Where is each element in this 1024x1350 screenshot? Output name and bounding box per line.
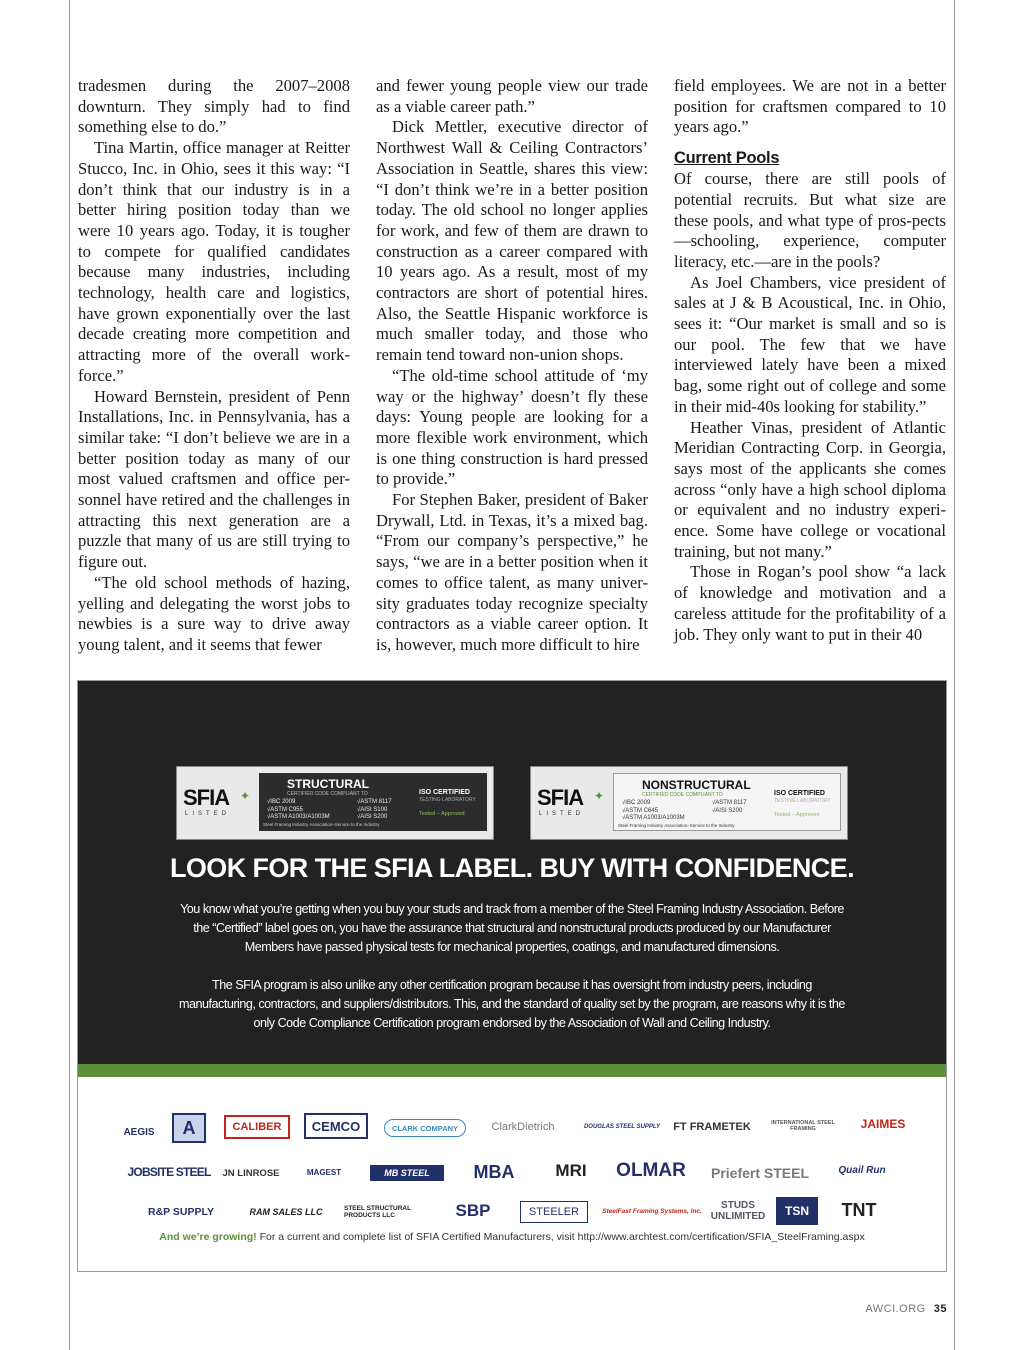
logo-a: A (172, 1113, 206, 1143)
standard-item: √AISI S200 (712, 807, 743, 814)
logo-international-steel-framing: INTERNATIONAL STEEL FRAMING (771, 1120, 835, 1132)
logo-magest: MAGEST (306, 1167, 342, 1177)
listed-text: LISTED (539, 811, 585, 817)
logo-tnt: TNT (841, 1199, 877, 1220)
label-inner-panel (259, 773, 487, 831)
paragraph: Of course, there are still pools of potential recruits. But what size are these pools, and what type of pros-pects—schooling, experience, computer literacy, etc.—are in the pools? (674, 169, 946, 271)
paragraph: Those in Rogan’s pool show “a lack of knowledge and motivation and a careless attitude for the profitability of a job. They only want to put in their 40 (674, 562, 946, 644)
diamond-icon: ✦ (240, 789, 251, 803)
ad-paragraph-2: The SFIA program is also unlike any other certification program because it has oversight from industry peers, including manufacturing, contractors, and suppliers/distributors. This, and the standard of quality set by the program, are reasons why it is the only Code Compliance Certification program endorsed by the Association of Wall and Ceiling Industry. (179, 978, 845, 1030)
standard-item: √ASTM C955 (267, 806, 303, 813)
iso-certified: ISO CERTIFIED (419, 789, 470, 796)
logo-aegis: AEGIS (123, 1126, 155, 1138)
logo-mba: MBA (473, 1161, 515, 1182)
paragraph: As Joel Chambers, vice president of sales at J & B Acoustical, Inc. in Ohio, sees it: “Our market is small and so is our pool. The few that we have interviewed lately have been a mixed bag, some right out of college and some in their mid-40s looking for stability.” (674, 272, 946, 416)
label-title: STRUCTURAL (287, 777, 369, 791)
tested-approved: Tested – Approved (774, 812, 820, 818)
sfia-logo-text: SFIA (537, 785, 584, 810)
iso-subtext: TESTING LABORATORY (419, 797, 476, 803)
logo-steeler: STEELER (520, 1201, 588, 1223)
iso-certified: ISO CERTIFIED (774, 790, 825, 797)
ad-paragraph-1: You know what you’re getting when you buy your studs and track from a member of the Steel Framing Industry Association. Before the “Certified” label goes on, you have the assurance that structural and nonstructural products produced by our Manufacturer Members have passed physical tests for mechanical properties, coatings, and manufactured dimensions. (180, 902, 844, 954)
logo-clarkdietrich: ClarkDietrich (491, 1121, 555, 1133)
article-column-3 (674, 76, 946, 645)
page-number: 35 (933, 1303, 947, 1315)
standard-item: √AISI S100 (357, 806, 388, 813)
logo-jaimes: JAIMES (860, 1117, 906, 1131)
paragraph: Dick Mettler, executive director of Northwest Wall & Ceiling Contractors’ Association in Seattle, shares this view: “I don’t think we’re in a better position today. The old school no longer applies for work, and few of them are drawn to construction as a career compared with 10 years ago. As a result, most of my contractors are short of potential hires. Also, the Seattle Hispanic workforce is much smaller today, and those who remain tend toward non-union shops. (376, 117, 648, 365)
paragraph: Howard Bernstein, president of Penn Installations, Inc. in Pennsylvania, has a similar take: “I don’t believe we are in a better position today as many of our most valued craftsmen and office per-sonnel have retired and the challenges in attracting this next generation are a puzzle that many of us are still trying to figure out. (78, 386, 350, 572)
standard-item: √IBC 2009 (267, 799, 296, 805)
ad-headline: LOOK FOR THE SFIA LABEL. BUY WITH CONFIDENCE. (170, 853, 854, 883)
growing-lead: And we’re growing! (159, 1231, 257, 1243)
logo-mb-steel: MB STEEL (370, 1165, 444, 1181)
standard-item: √ASTM C645 (622, 807, 658, 814)
label-standards-right (712, 800, 747, 815)
logo-douglas-steel: DOUGLAS STEEL SUPPLY (583, 1124, 661, 1130)
logo-mri: MRI (555, 1161, 587, 1180)
iso-subtext: TESTING LABORATORY (774, 798, 831, 804)
label-title: NONSTRUCTURAL (642, 778, 751, 792)
standard-item: √ASTM A1003/A1003M (622, 815, 685, 821)
ad-green-stripe (78, 1064, 946, 1077)
logo-ram-sales: RAM SALES LLC (249, 1207, 323, 1217)
paragraph: For Stephen Baker, president of Baker Drywall, Ltd. in Texas, it’s a mixed bag. “From our company’s perspective,” he says, “we are in a better position when it comes to office talent, as many univer-sity graduates today recognize specialty contractors as a viable career option. It is, however, much more difficult to hire (376, 490, 648, 654)
logo-quail-run: Quail Run (838, 1164, 886, 1176)
association-line: Steel Framing Industry Association–Service to the Industry (263, 822, 380, 827)
section-heading: Current Pools (674, 149, 780, 168)
label-standards-right (357, 799, 392, 822)
logo-jobsite-steel: JOBSITE STEEL (127, 1165, 211, 1179)
standard-item: √ASTM A1003/A1003M (267, 814, 330, 820)
association-line: Steel Framing Industry Association–Service to the Industry (618, 823, 735, 828)
nonstructural-label (530, 766, 848, 840)
label-standards-left (622, 800, 685, 823)
logo-jn-linrose: JN LINROSE (222, 1167, 280, 1179)
paragraph: Tina Martin, office manager at Reitter Stucco, Inc. in Ohio, sees it this way: “I don’t think that our industry is in a better hiring position today than we were 10 years ago. Today, it is tougher to compete for qualified candidates because many industries, including technology, health care and logistics, have grown exponentially over the last decade creating more competition and attracting more of the overall work-force.” (78, 138, 350, 385)
paragraph: “The old school methods of hazing, yelling and delegating the worst jobs to newbies is a sure way to drive away young talent, and it seems that fewer (78, 572, 350, 654)
standard-item: √IBC 2009 (622, 800, 651, 806)
standard-item: √ASTM 8117 (357, 799, 392, 805)
logo-olmar: OLMAR (616, 1160, 686, 1181)
page-left-rule (69, 0, 70, 1350)
ad-dark-panel (78, 681, 946, 1064)
page-footer (865, 1303, 947, 1315)
label-standards-left (267, 799, 330, 822)
standard-item: √ASTM 8117 (712, 800, 747, 806)
paragraph: “The old-time school attitude of ‘my way or the highway’ doesn’t fly these days: Young people are looking for a more flexible work environment, which is one thing construction is hard pressed to provide.” (376, 365, 648, 489)
logo-studs-unlimited: STUDS UNLIMITED (710, 1200, 766, 1222)
member-logos (78, 1077, 946, 1273)
paragraph: field employees. We are not in a better position for craftsmen compared to 10 years ago.” (674, 76, 946, 137)
label-subtitle: CERTIFIED CODE COMPLIANT TO (642, 792, 723, 798)
growing-text: For a current and complete list of SFIA Certified Manufacturers, visit http://www.archtest.com/certification/SFIA_SteelFraming.aspx (256, 1231, 865, 1243)
logo-clark-company: CLARK COMPANY (384, 1119, 466, 1137)
label-subtitle: CERTIFIED CODE COMPLIANT TO (287, 791, 368, 797)
logo-frametek: FT FRAMETEK (673, 1121, 751, 1133)
logo-caliber: CALIBER (224, 1115, 290, 1139)
paragraph: Heather Vinas, president of Atlantic Meridian Contracting Corp. in Georgia, says most of the applicants she comes across “only have a high school diploma or equivalent and no industry experi-ence. Some have college or vocational training, but not many.” (674, 417, 946, 561)
logo-sbp: SBP (455, 1201, 491, 1220)
standard-item: √AISI S200 (357, 814, 388, 820)
logo-steelfast: SteelFast Framing Systems, Inc. (602, 1207, 702, 1215)
tested-approved: Tested – Approved (419, 811, 465, 817)
listed-text: LISTED (185, 811, 231, 817)
sfia-advertisement (77, 680, 947, 1272)
label-inner-panel (613, 773, 841, 831)
paragraph: and fewer young people view our trade as a viable career path.” (376, 76, 648, 116)
footer-site: AWCI.ORG (865, 1303, 926, 1315)
logo-cemco: CEMCO (304, 1113, 368, 1139)
logo-priefert-steel: Priefert STEEL (710, 1165, 810, 1181)
paragraph: tradesmen during the 2007–2008 downturn. They simply had to find something else to do.” (78, 76, 350, 137)
diamond-icon: ✦ (594, 789, 605, 803)
sfia-logo-text: SFIA (183, 785, 230, 810)
ad-growing-line (78, 1231, 946, 1243)
logo-rp-supply: R&P SUPPLY (148, 1206, 214, 1218)
structural-label (176, 766, 494, 840)
page-right-rule (954, 0, 955, 1350)
article-column-2 (376, 76, 648, 656)
logo-tsn: TSN (776, 1197, 818, 1225)
logo-steel-structural-products: STEEL STRUCTURAL PRODUCTS LLC (344, 1205, 411, 1219)
article-column-1 (78, 76, 350, 656)
